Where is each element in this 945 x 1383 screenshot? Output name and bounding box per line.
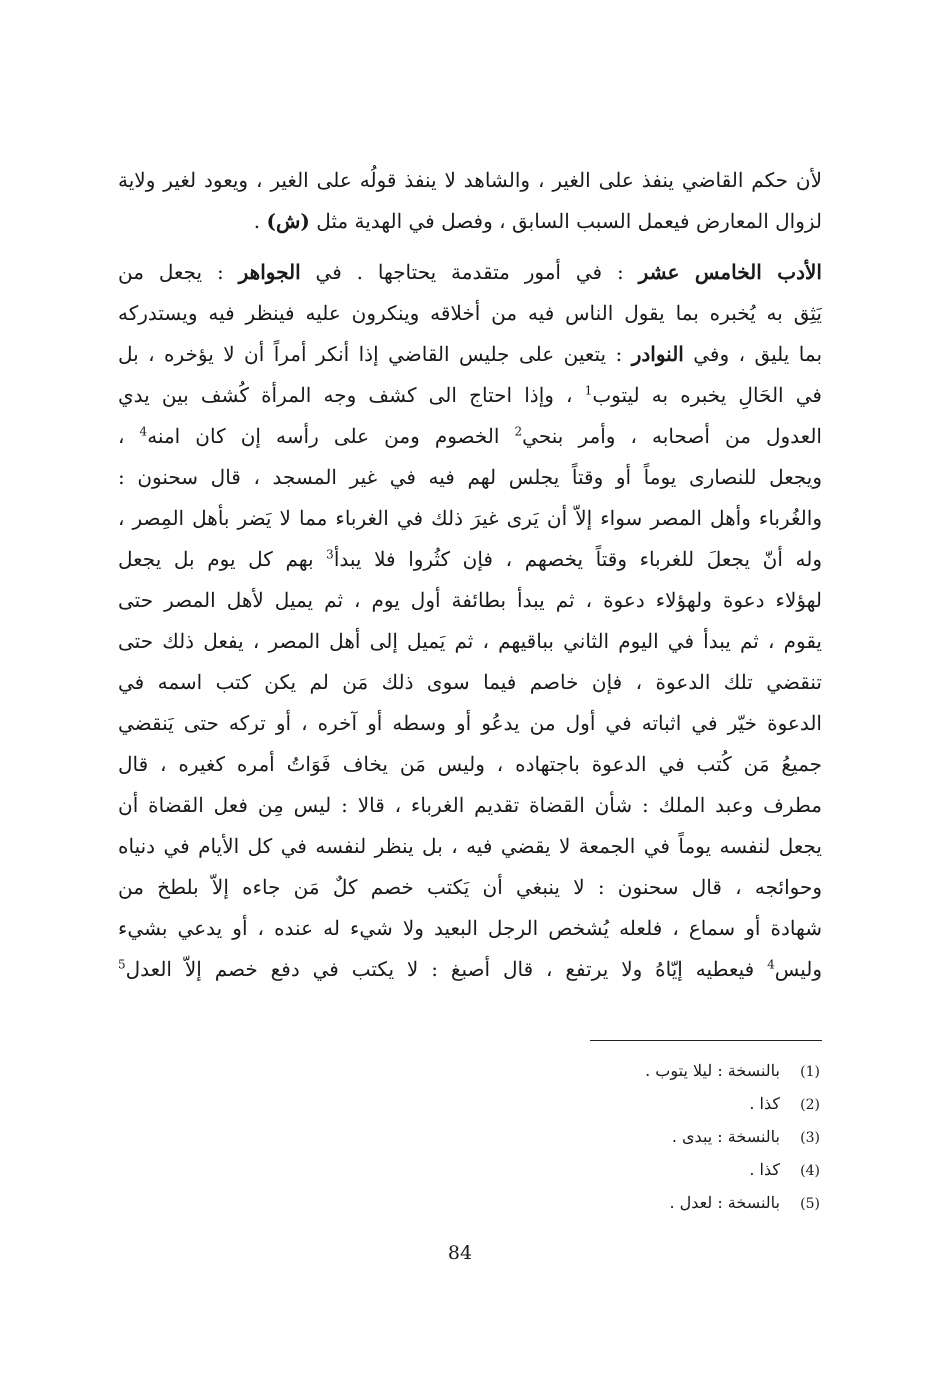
text-line-14: الدعوة خيّر في اثباته في أول من يدعُو أو وسطه أو آخره ، أو تركه حتى يَنقضي [118, 711, 822, 735]
text-line-9: والغُرباء وأهل المصر سواء إلاّ أن يَرى غيرَ ذلك في الغرباء مما لا يَضر بأهل المِصر ، [118, 506, 822, 530]
text-line-5: بما يليق ، وفي النوادر : يتعين على جليس القاضي إذا أنكر أمراً أن لا يؤخره ، بل [118, 342, 822, 366]
text-line-8: ويجعل للنصارى يوماً أو وقتاً يجلس لهم فيه في غير المسجد ، قال سحنون : [118, 465, 822, 489]
footnote-ref: 3 [326, 547, 334, 562]
text-line-4: يَثِق به يُخبره بما يقول الناس فيه من أخلاقه وينكرون عليه فينظر فيه ويستدركه [118, 301, 822, 325]
footnote-ref: 5 [118, 957, 126, 972]
footnote-number: (1) [800, 1064, 820, 1080]
footnote-item [520, 1186, 820, 1219]
text-line-3: الأدب الخامس عشر : في أمور متقدمة يحتاجها . في الجواهر : يجعل من [118, 260, 822, 284]
text-line-18: وحوائجه ، قال سحنون : لا ينبغي أن يَكتب خصم كلٌ مَن جاءه إلاّ بلطخ من [118, 875, 822, 899]
footnote-text: كذا . [749, 1094, 780, 1113]
footnotes-block [520, 1054, 820, 1219]
text-line-12: يقوم ، ثم يبدأ في اليوم الثاني بباقيهم ، ثم يَميل إلى أهل المصر ، يفعل ذلك حتى [118, 629, 822, 653]
source-name: النوادر [631, 342, 684, 366]
text-line-11: لهؤلاء دعوة ولهؤلاء دعوة ، ثم يبدأ بطائفة أول يوم ، ثم يميل لأهل المصر حتى [118, 588, 822, 612]
footnote-ref: 4 [139, 424, 148, 439]
footnote-number: (5) [800, 1196, 820, 1212]
footnote-number: (4) [800, 1163, 820, 1179]
footnote-item [520, 1153, 820, 1186]
text-line-10: وله أنّ يجعلَ للغرباء وقتاً يخصهم ، فإن كثُروا فلا يبدأ$^3$ بهم كل يوم بل يجعل [118, 547, 822, 571]
footnote-text: كذا . [749, 1160, 780, 1179]
text-line-19: شهادة أو سماع ، فلعله يُشخص الرجل البعيد ولا شيء له عنده ، أو يدعي بشيء [118, 916, 822, 940]
main-text-block [118, 160, 822, 990]
page-number: 84 [447, 1242, 473, 1264]
text-line-7: العدول من أصحابه ، وأمر بنحي$^2$ الخصوم ومن على رأسه إن كان امنه$^4$ ، [118, 424, 822, 448]
text-line-1: لأن حكم القاضي ينفذ على الغير ، والشاهد لا ينفذ قولُه على الغير ، ويعود لغير ولاية [118, 168, 822, 192]
text-line-15: جميعُ مَن كُتب في الدعوة باجتهاده ، وليس مَن يخاف فَوَاتُ أمره كغيره ، قال [118, 752, 822, 776]
footnote-item [520, 1087, 820, 1120]
footnote-text: بالنسخة : ليلا يتوب . [645, 1061, 780, 1080]
section-heading: الأدب الخامس عشر [638, 260, 822, 284]
footnote-ref: 1 [584, 383, 593, 398]
footnote-number: (3) [800, 1130, 820, 1146]
source-name: الجواهر [238, 260, 301, 284]
footnote-ref: 4 [767, 957, 775, 972]
text-line-20: وليس$^4$ فيعطيه إيّاهُ ولا يرتفع ، قال أصبغ : لا يكتب في دفع خصم إلاّ العدل$^5$ [118, 957, 822, 981]
footnote-item [520, 1120, 820, 1153]
text-line-16: مطرف وعبد الملك : شأن القضاة تقديم الغرباء ، قالا : ليس مِن فعل القضاة أن [118, 793, 822, 817]
footnote-item [520, 1054, 820, 1087]
footnote-text: بالنسخة : لعدل . [669, 1193, 780, 1212]
footnote-text: بالنسخة : يبدى . [671, 1127, 780, 1146]
text-line-6: في الحَالِ يخبره به ليتوب$^1$ ، وإذا احتاج الى كشف وجه المرأة كُشف بين يدي [118, 383, 822, 407]
text-line-17: يجعل لنفسه يوماً في الجمعة لا يقضي فيه ، بل ينظر لنفسه في كل الأيام في دنياه [118, 834, 822, 858]
source-abbrev: (ش) [266, 209, 310, 233]
text-line-2: لزوال المعارض فيعمل السبب السابق ، وفصل في الهدية مثل (ش) . [253, 209, 822, 233]
text-line-13: تنقضي تلك الدعوة ، فإن خاصم فيما سوى ذلك مَن لم يكن كتب اسمه في [118, 670, 822, 694]
footnote-ref: 2 [514, 424, 523, 439]
footnote-separator [590, 1040, 822, 1041]
footnote-number: (2) [800, 1097, 820, 1113]
